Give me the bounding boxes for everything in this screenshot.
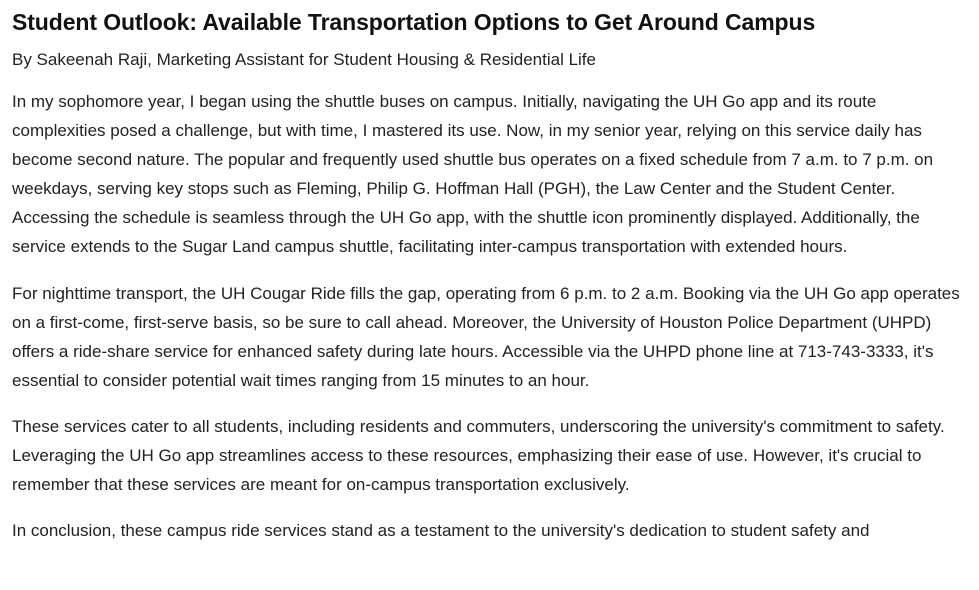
article-paragraph-4: In conclusion, these campus ride services stand as a testament to the university's dedication to student safety and bbox=[12, 521, 870, 540]
article-title: Student Outlook: Available Transportation Options to Get Around Campus bbox=[12, 9, 816, 35]
article-paragraph-1: In my sophomore year, I began using the shuttle buses on campus. Initially, navigating the UH Go app and its route complexities posed a challenge, but with time, I mastered its use. Now, in my senior year, relying on this service daily has become second nature. The popular and frequently used shuttle bus operates on a fixed schedule from 7 a.m. to 7 p.m. on weekdays, serving key stops such as Fleming, Philip G. Hoffman Hall (PGH), the Law Center and the Student Center. Accessing the schedule is seamless through the UH Go app, with the shuttle icon prominently displayed. Additionally, the service extends to the Sugar Land campus shuttle, facilitating inter-campus transportation with extended hours. bbox=[12, 92, 934, 256]
article-byline: By Sakeenah Raji, Marketing Assistant for Student Housing & Residential Life bbox=[12, 50, 596, 69]
article bbox=[12, 6, 972, 545]
article-paragraph-2: For nighttime transport, the UH Cougar Ride fills the gap, operating from 6 p.m. to 2 a.m. Booking via the UH Go app operates on a first-come, first-serve basis, so be sure to call ahead. Moreover, the University of Houston Police Department (UHPD) offers a ride-share service for enhanced safety during late hours. Accessible via the UHPD phone line at 713-743-3333, it's essential to consider potential wait times ranging from 15 minutes to an hour. bbox=[12, 284, 960, 390]
article-paragraph-3: These services cater to all students, including residents and commuters, underscoring the university's commitment to safety. Leveraging the UH Go app streamlines access to these resources, emphasizing their ease of use. However, it's crucial to remember that these services are meant for on-campus transportation exclusively. bbox=[12, 417, 945, 494]
